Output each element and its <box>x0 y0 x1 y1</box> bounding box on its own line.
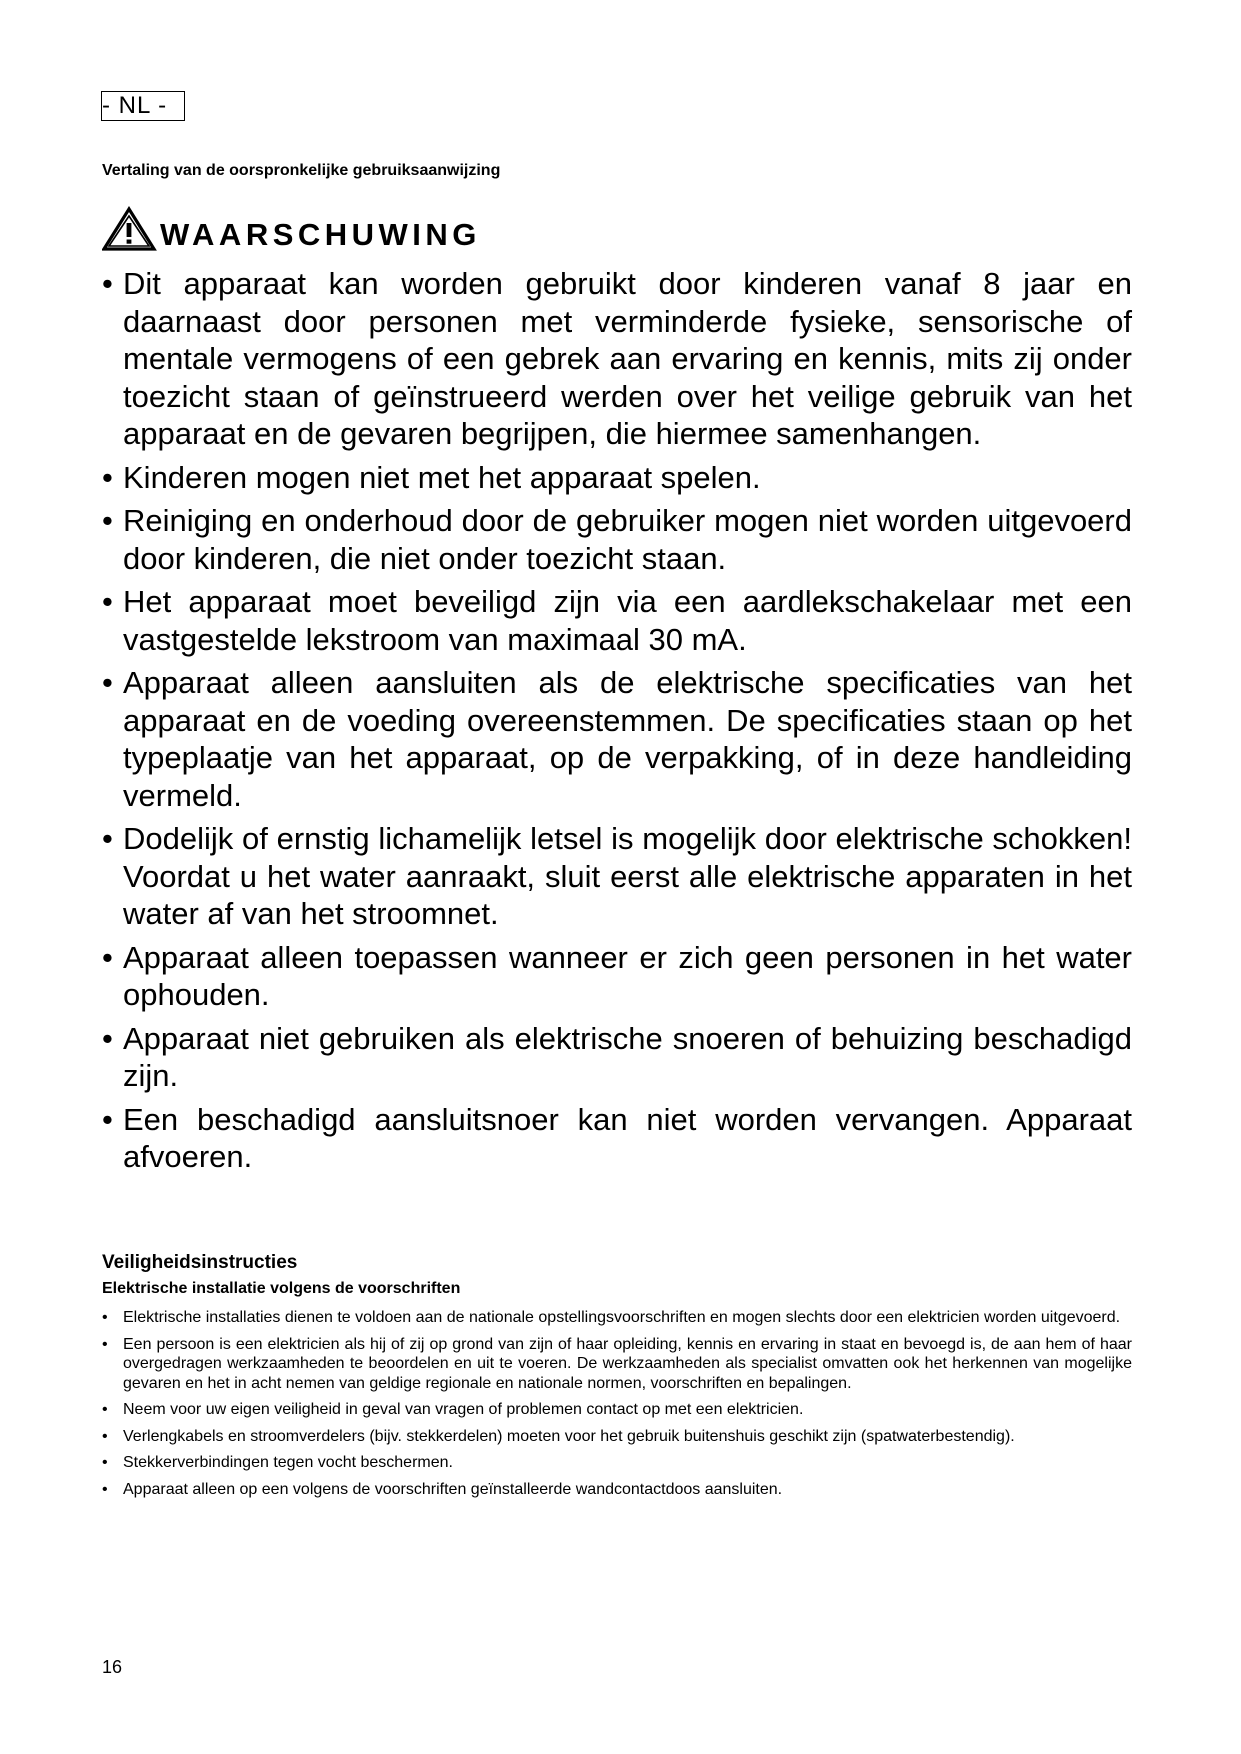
safety-section-subtitle: Elektrische installatie volgens de voorschriften <box>102 1280 461 1297</box>
document-subtitle: Vertaling van de oorspronkelijke gebruiksaanwijzing <box>102 162 501 179</box>
safety-list <box>102 1308 1132 1506</box>
warning-item: • Het apparaat moet beveiligd zijn via een aardlekschakelaar met een vastgestelde lekstroom van maximaal 30 mA. <box>102 583 1132 658</box>
safety-item: • Verlengkabels en stroomverdelers (bijv. stekkerdelen) moeten voor het gebruik buitenshuis geschikt zijn (spatwaterbestendig). <box>102 1427 1132 1447</box>
warning-list <box>102 265 1132 1176</box>
warning-item: • Apparaat niet gebruiken als elektrische snoeren of behuizing beschadigd zijn. <box>102 1020 1132 1095</box>
safety-item: • Elektrische installaties dienen te voldoen aan de nationale opstellingsvoorschriften en mogen slechts door een elektricien worden uitgevoerd. <box>102 1308 1132 1328</box>
warning-item: • Dit apparaat kan worden gebruikt door kinderen vanaf 8 jaar en daarnaast door personen met verminderde fysieke, sensorische of mentale vermogens of een gebrek aan ervaring en kennis, mits zij onder toezicht staan of geïnstrueerd werden over het veilige gebruik van het apparaat en de gevaren begrijpen, die hiermee samenhangen. <box>102 265 1132 453</box>
warning-item: • Apparaat alleen aansluiten als de elektrische specificaties van het apparaat en de voeding overeenstemmen. De specificaties staan op het typeplaatje van het apparaat, op de verpakking, of in deze handleiding vermeld. <box>102 664 1132 814</box>
warning-item: • Kinderen mogen niet met het apparaat spelen. <box>102 459 1132 497</box>
safety-item: • Stekkerverbindingen tegen vocht beschermen. <box>102 1453 1132 1473</box>
warning-item: • Dodelijk of ernstig lichamelijk letsel is mogelijk door elektrische schokken! Voordat u het water aanraakt, sluit eerst alle elektrische apparaten in het water af van het stroomnet. <box>102 820 1132 933</box>
language-tag: - NL - <box>101 91 185 121</box>
warning-triangle-icon <box>102 206 158 252</box>
safety-item: • Apparaat alleen op een volgens de voorschriften geïnstalleerde wandcontactdoos aansluiten. <box>102 1480 1132 1500</box>
page-number: 16 <box>102 1657 123 1677</box>
warning-item: • Apparaat alleen toepassen wanneer er zich geen personen in het water ophouden. <box>102 939 1132 1014</box>
warning-item: • Een beschadigd aansluitsnoer kan niet worden vervangen. Apparaat afvoeren. <box>102 1101 1132 1176</box>
warning-title: WAARSCHUWING <box>160 217 481 252</box>
safety-item: • Neem voor uw eigen veiligheid in geval van vragen of problemen contact op met een elektricien. <box>102 1400 1132 1420</box>
safety-section-title: Veiligheidsinstructies <box>102 1252 298 1273</box>
safety-item: • Een persoon is een elektricien als hij of zij op grond van zijn of haar opleiding, kennis en ervaring in staat en bevoegd is, de aan hem of haar overgedragen werkzaamheden te beoordelen en uit te voeren. De werkzaamheden als specialist omvatten ook het herkennen van mogelijke gevaren en het in acht nemen van geldige regionale en nationale normen, voorschriften en bepalingen. <box>102 1335 1132 1394</box>
warning-item: • Reiniging en onderhoud door de gebruiker mogen niet worden uitgevoerd door kinderen, die niet onder toezicht staan. <box>102 502 1132 577</box>
warning-heading <box>102 206 481 252</box>
